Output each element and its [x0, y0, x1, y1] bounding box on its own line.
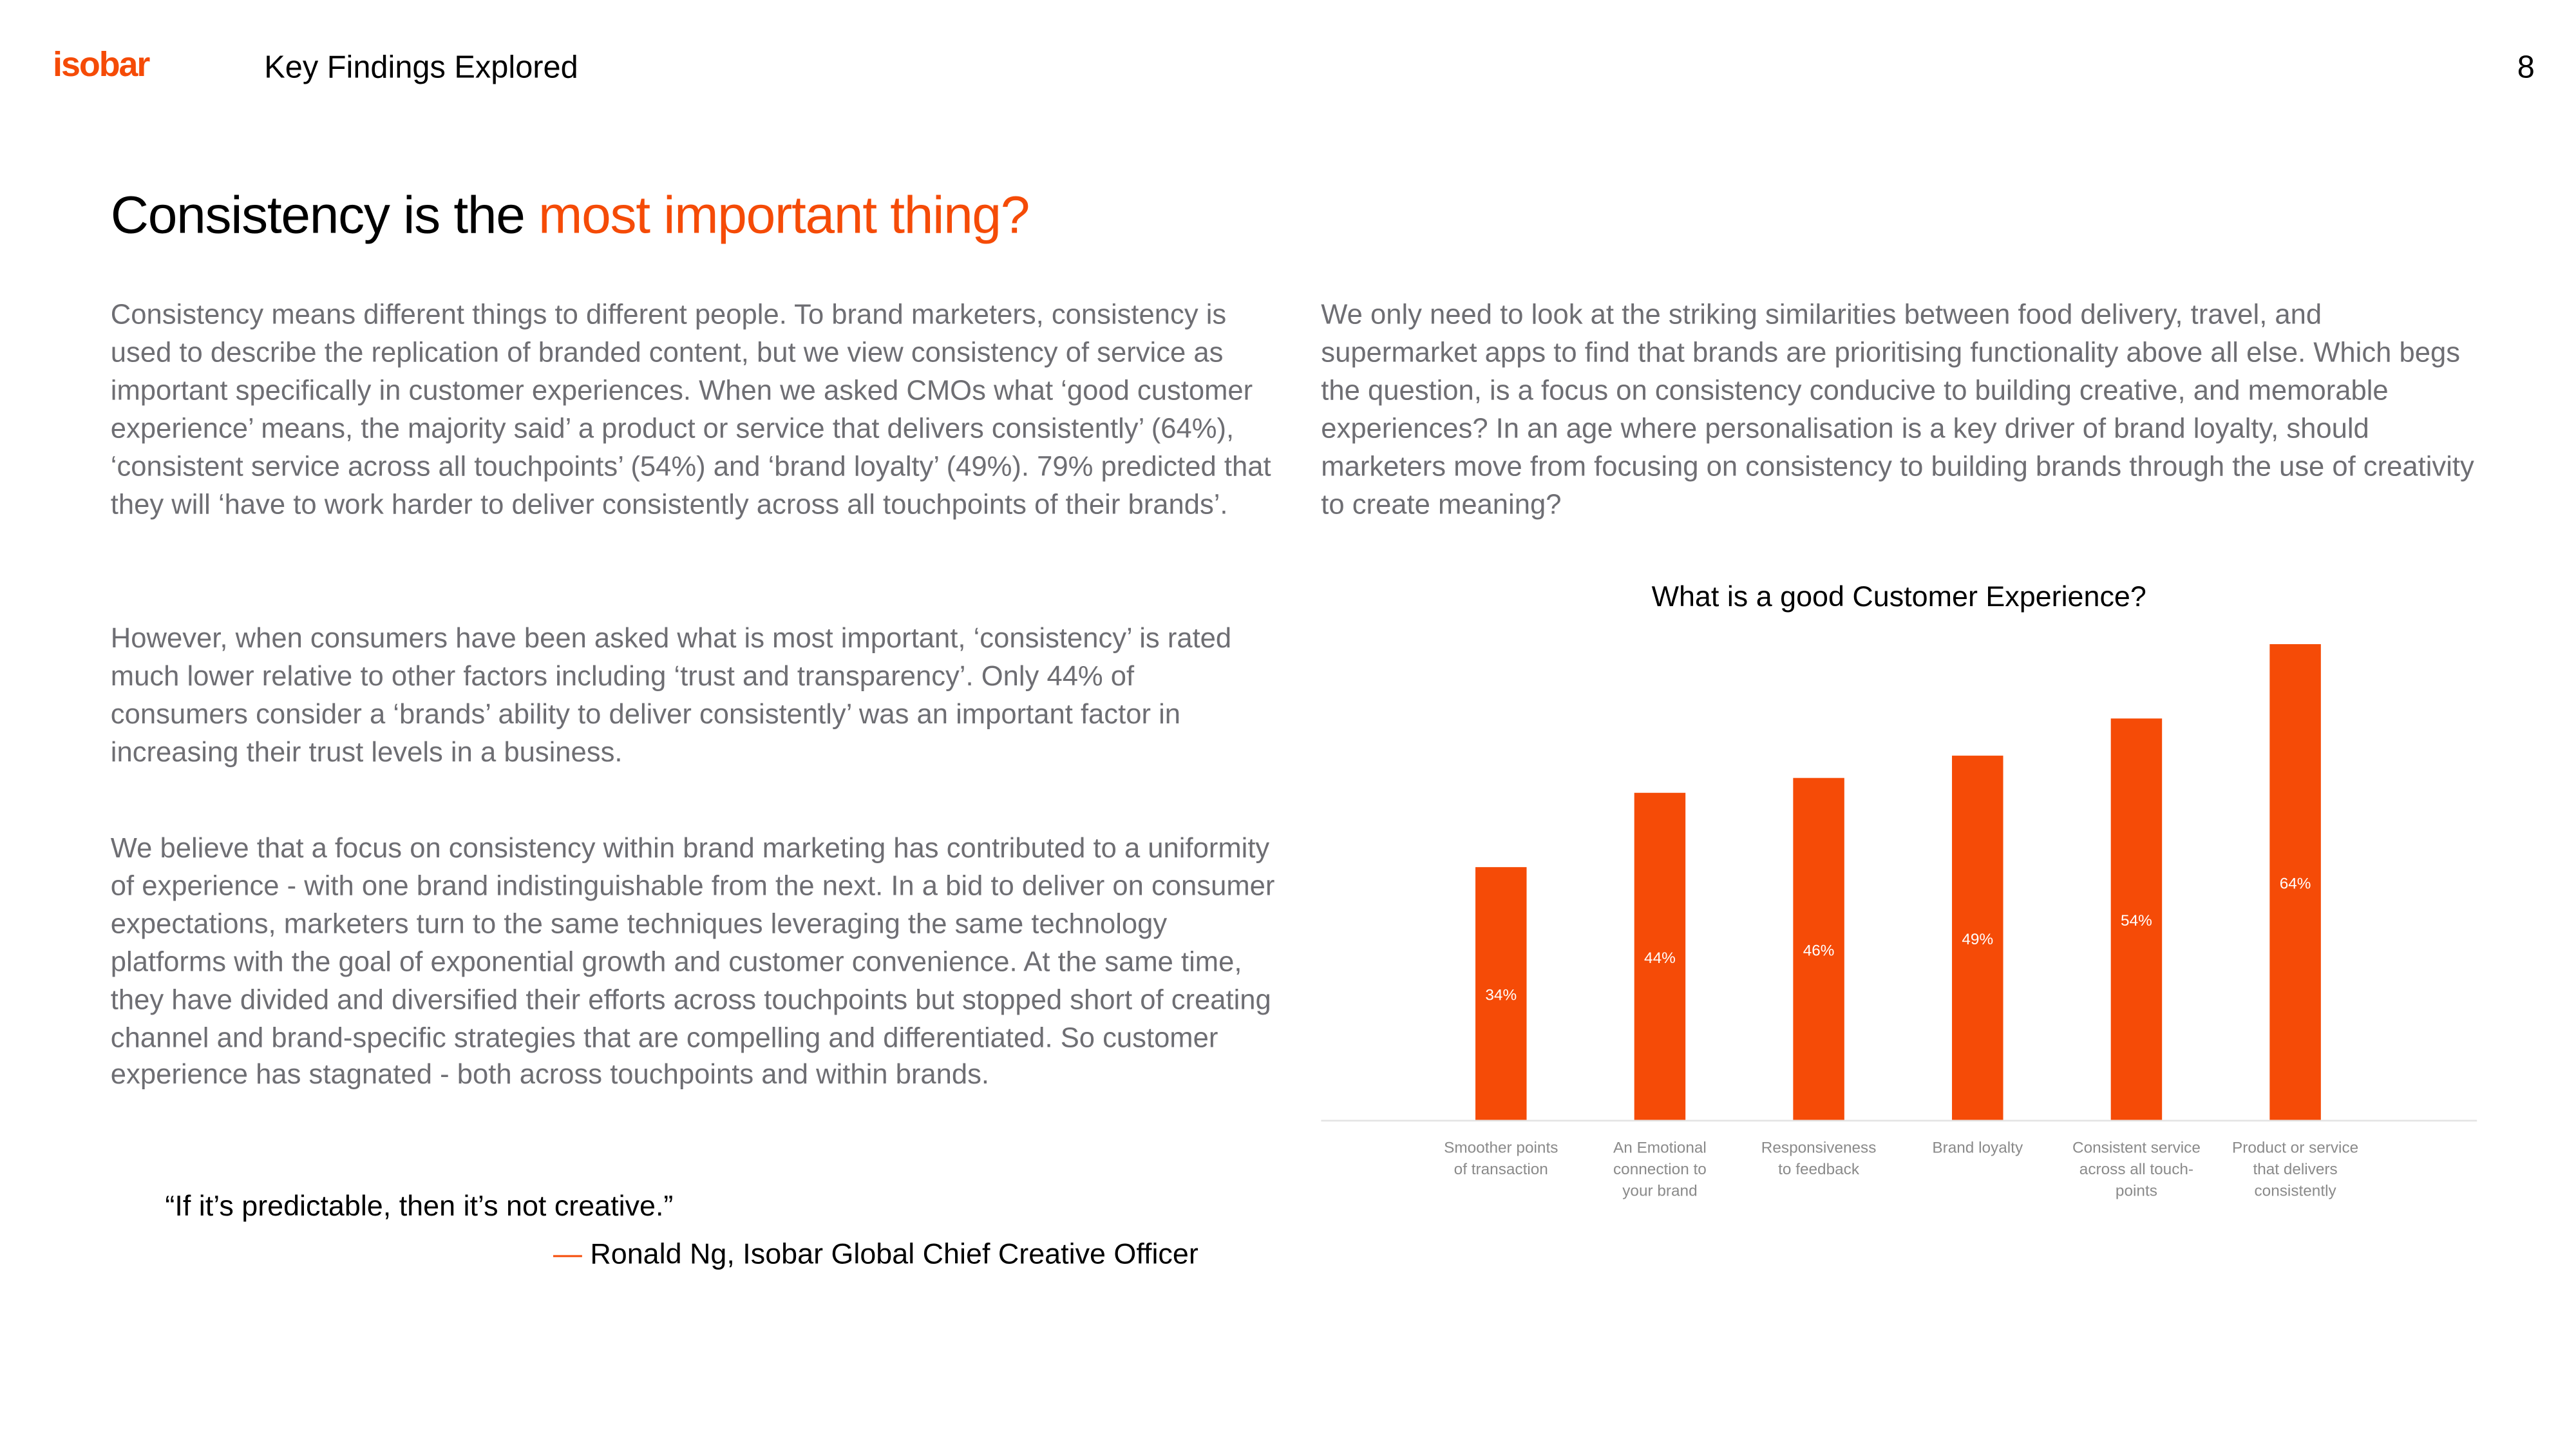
x-tick-label: across all touch-: [2079, 1161, 2194, 1179]
x-tick-label: connection to: [1613, 1161, 1707, 1179]
x-tick-label: Smoother points: [1444, 1139, 1558, 1157]
chart-title: What is a good Customer Experience?: [1651, 579, 2146, 613]
bar-value-label: 46%: [1803, 942, 1835, 960]
x-tick-label: An Emotional: [1613, 1139, 1707, 1157]
x-tick-label: Brand loyalty: [1932, 1139, 2023, 1157]
quote: “If it’s predictable, then it’s not creative.”: [165, 1189, 674, 1223]
body-paragraph-right: We only need to look at the striking similarities between food delivery, travel, and supermarket apps to find that brands are prioritising functionality above all else. Which begs the question, is a focus on consistency conducive to building creative, and memorable experiences? In an age where personalisation is a key driver of brand loyalty, should marketers move from focusing on consistency to building brands through the use of creativity to create meaning?: [1321, 299, 2474, 520]
bar-value-label: 44%: [1644, 949, 1676, 967]
body-paragraph-2: However, when consumers have been asked what is most important, ‘consistency’ is rated much lower relative to other factors including ‘trust and transparency’. Only 44% of consumers consider a ‘brands’ ability to deliver consistently’ was an important factor in increasing their trust levels in a business.: [110, 622, 1232, 768]
x-tick-label: consistently: [2254, 1182, 2336, 1200]
bar-value-label: 54%: [2121, 912, 2152, 930]
x-tick-label: points: [2115, 1182, 2157, 1200]
x-tick-label: Product or service: [2232, 1139, 2359, 1157]
isobar-logo: isobar: [53, 46, 149, 84]
page-number: 8: [2517, 51, 2535, 86]
bar-value-label: 49%: [1962, 931, 1994, 949]
bar-value-label: 34%: [1485, 986, 1517, 1004]
body-paragraph-3: We believe that a focus on consistency within brand marketing has contributed to a uniformity of experience - with one brand indistinguishable from the next. In a bid to deliver on consumer expectations, marketers turn to the same techniques leveraging the same technology platforms with the goal of exponential growth and customer convenience. At the same time, they have divided and diversified their efforts across touchpoints but stopped short of creating channel and brand-specific strategies that are compelling and differentiated. So customer experience has stagnated - both across touchpoints and within brands.: [110, 832, 1275, 1091]
attribution-name: Ronald Ng, Isobar Global Chief Creative Officer: [590, 1237, 1198, 1270]
bar-value-label: 64%: [2279, 875, 2311, 893]
body-paragraph-1: Consistency means different things to different people. To brand marketers, consistency is used to describe the replication of branded content, but we view consistency of service as important specifically in customer experiences. When we asked CMOs what ‘good customer experience’ means, the majority said’ a product or service that delivers consistently’ (64%), ‘consistent service across all touchpoints’ (54%) and ‘brand loyalty’ (49%). 79% predicted that they will ‘have to work harder to deliver consistently across all touchpoints of their brands’.: [110, 299, 1271, 520]
quote-attribution: [553, 1237, 1198, 1272]
x-tick-label: Responsiveness: [1761, 1139, 1877, 1157]
x-tick-label: of transaction: [1454, 1161, 1548, 1179]
x-tick-label: your brand: [1622, 1182, 1698, 1200]
page-title: [111, 185, 1029, 246]
title-prefix: Consistency is the: [110, 185, 539, 245]
x-tick-label: to feedback: [1778, 1161, 1860, 1179]
x-tick-label: Consistent service: [2072, 1139, 2201, 1157]
bar-chart: [1321, 627, 2494, 1239]
section-title: Key Findings Explored: [264, 51, 578, 86]
x-tick-label: that delivers: [2253, 1161, 2338, 1179]
title-highlight: most important thing?: [538, 185, 1030, 245]
accent-dash: —: [553, 1237, 582, 1270]
